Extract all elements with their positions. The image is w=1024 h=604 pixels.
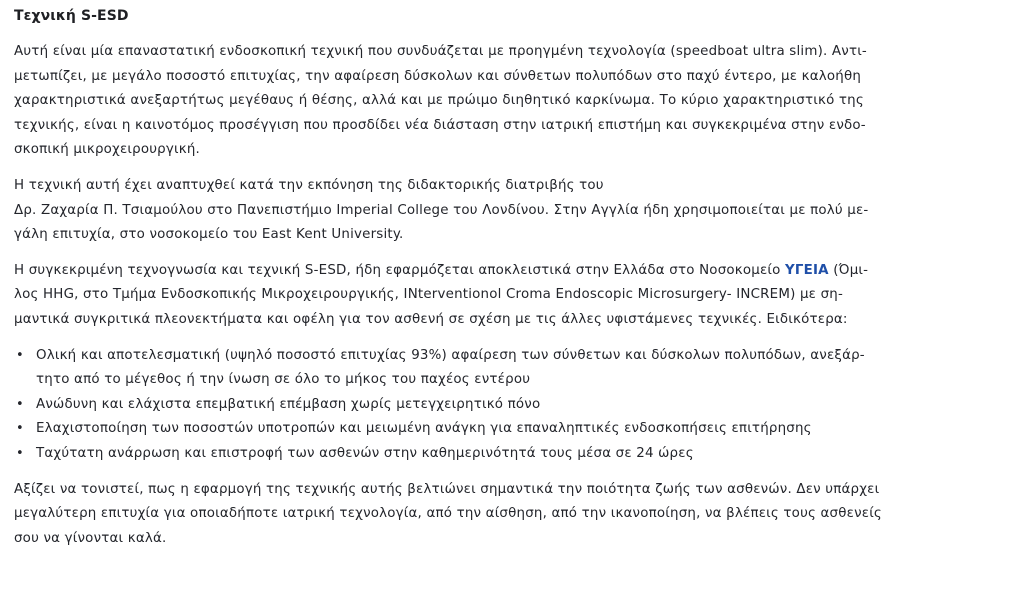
paragraph-line: λος HHG, στο Τμήμα Ενδοσκοπικής Μικροχειρουργικής, INterventionol Croma Endoscopic Microsurgery- INCREM) με ση- [14,287,843,303]
hospital-paragraph [14,259,1012,333]
list-item-text: Ανώδυνη και ελάχιστα επεμβατική επέμβαση χωρίς μετεγχειρητικό πόνο [36,396,541,412]
paragraph-line: μεγαλύτερη επιτυχία για οποιαδήποτε ιατρική τεχνολογία, από την αίσθηση, από την ικανοποίηση, να βλέπεις τους ασθενείς [14,506,882,522]
paragraph-line: Αξίζει να τονιστεί, πως η εφαρμογή της τεχνικής αυτής βελτιώνει σημαντικά την ποιότητα ζωής των ασθενών. Δεν υπάρχει [14,481,880,497]
paragraph-line: Αυτή είναι μία επαναστατική ενδοσκοπική τεχνική που συνδυάζεται με προηγμένη τεχνολογία (speedboat ultra slim). Αντι- [14,44,867,59]
intro-paragraph [14,40,1012,163]
paragraph-line: σκοπική μικροχειρουργική. [14,142,200,158]
bullet-icon: • [16,445,24,461]
list-item [14,344,1012,393]
paragraph-line: Δρ. Ζαχαρία Π. Τσιαμούλου στο Πανεπιστήμιο Imperial College του Λονδίνου. Στην Αγγλία ήδη χρησιμοποιείται με πολύ με- [14,202,869,218]
paragraph-line: Η τεχνική αυτή έχει αναπτυχθεί κατά την εκπόνηση της διδακτορικής διατριβής του [14,177,604,193]
paragraph-text: (Όμι- [828,262,869,278]
bullet-icon: • [16,347,24,363]
paragraph-text: Η συγκεκριμένη τεχνογνωσία και τεχνική S-ESD, ήδη εφαρμόζεται αποκλειστικά στην Ελλάδα στο Νοσοκομείο [14,262,785,278]
closing-paragraph [14,478,1012,552]
benefits-list [14,344,1012,467]
list-item [14,417,1012,442]
paragraph-line: τεχνικής, είναι η καινοτόμος προσέγγιση που προσδίδει νέα διάσταση στην ιατρική επιστήμη και συγκεκριμένα στην ενδο- [14,117,866,133]
paragraph-line: μετωπίζει, με μεγάλο ποσοστό επιτυχίας, την αφαίρεση δύσκολων και σύνθετων πολυπόδων στο παχύ έντερο, με καλοήθη [14,68,862,84]
paragraph-line: μαντικά συγκριτικά πλεονεκτήματα και οφέλη για τον ασθενή σε σχέση με τις άλλες υφιστάμενες τεχνικές. Ειδικότερα: [14,311,848,327]
paragraph-line [14,259,1012,284]
paragraph-line: σου να γίνονται καλά. [14,530,167,546]
list-item-text: Ελαχιστοποίηση των ποσοστών υποτροπών και μειωμένη ανάγκη για επαναληπτικές ενδοσκοπήσεις επιτήρησης [36,421,812,437]
bullet-icon: • [16,396,24,412]
list-item-text: Ολική και αποτελεσματική (υψηλό ποσοστό επιτυχίας 93%) αφαίρεση των σύνθετων και δύσκολων πολυπόδων, ανεξάρ- [36,347,865,363]
paragraph-line: χαρακτηριστικά ανεξαρτήτως μεγέθαυς ή θέσης, αλλά και με πρώιμο διηθητικό καρκίνωμα. Το κύριο χαρακτηριστικό της [14,93,864,109]
list-item-text: Ταχύτατη ανάρρωση και επιστροφή των ασθενών στην καθημερινότητά τους μέσα σε 24 ώρες [36,445,694,461]
page-title: Τεχνική S-ESD [14,8,129,24]
paragraph-line: γάλη επιτυχία, στο νοσοκομείο του East Kent University. [14,227,404,243]
list-item [14,442,1012,467]
history-paragraph [14,174,1012,248]
bullet-icon: • [16,421,24,437]
list-item-text: τητο από το μέγεθος ή την ίνωση σε όλο το μήκος του παχέος εντέρου [36,372,531,388]
hospital-brand-name: ΥΓΕΙΑ [785,262,829,278]
list-item [14,393,1012,418]
